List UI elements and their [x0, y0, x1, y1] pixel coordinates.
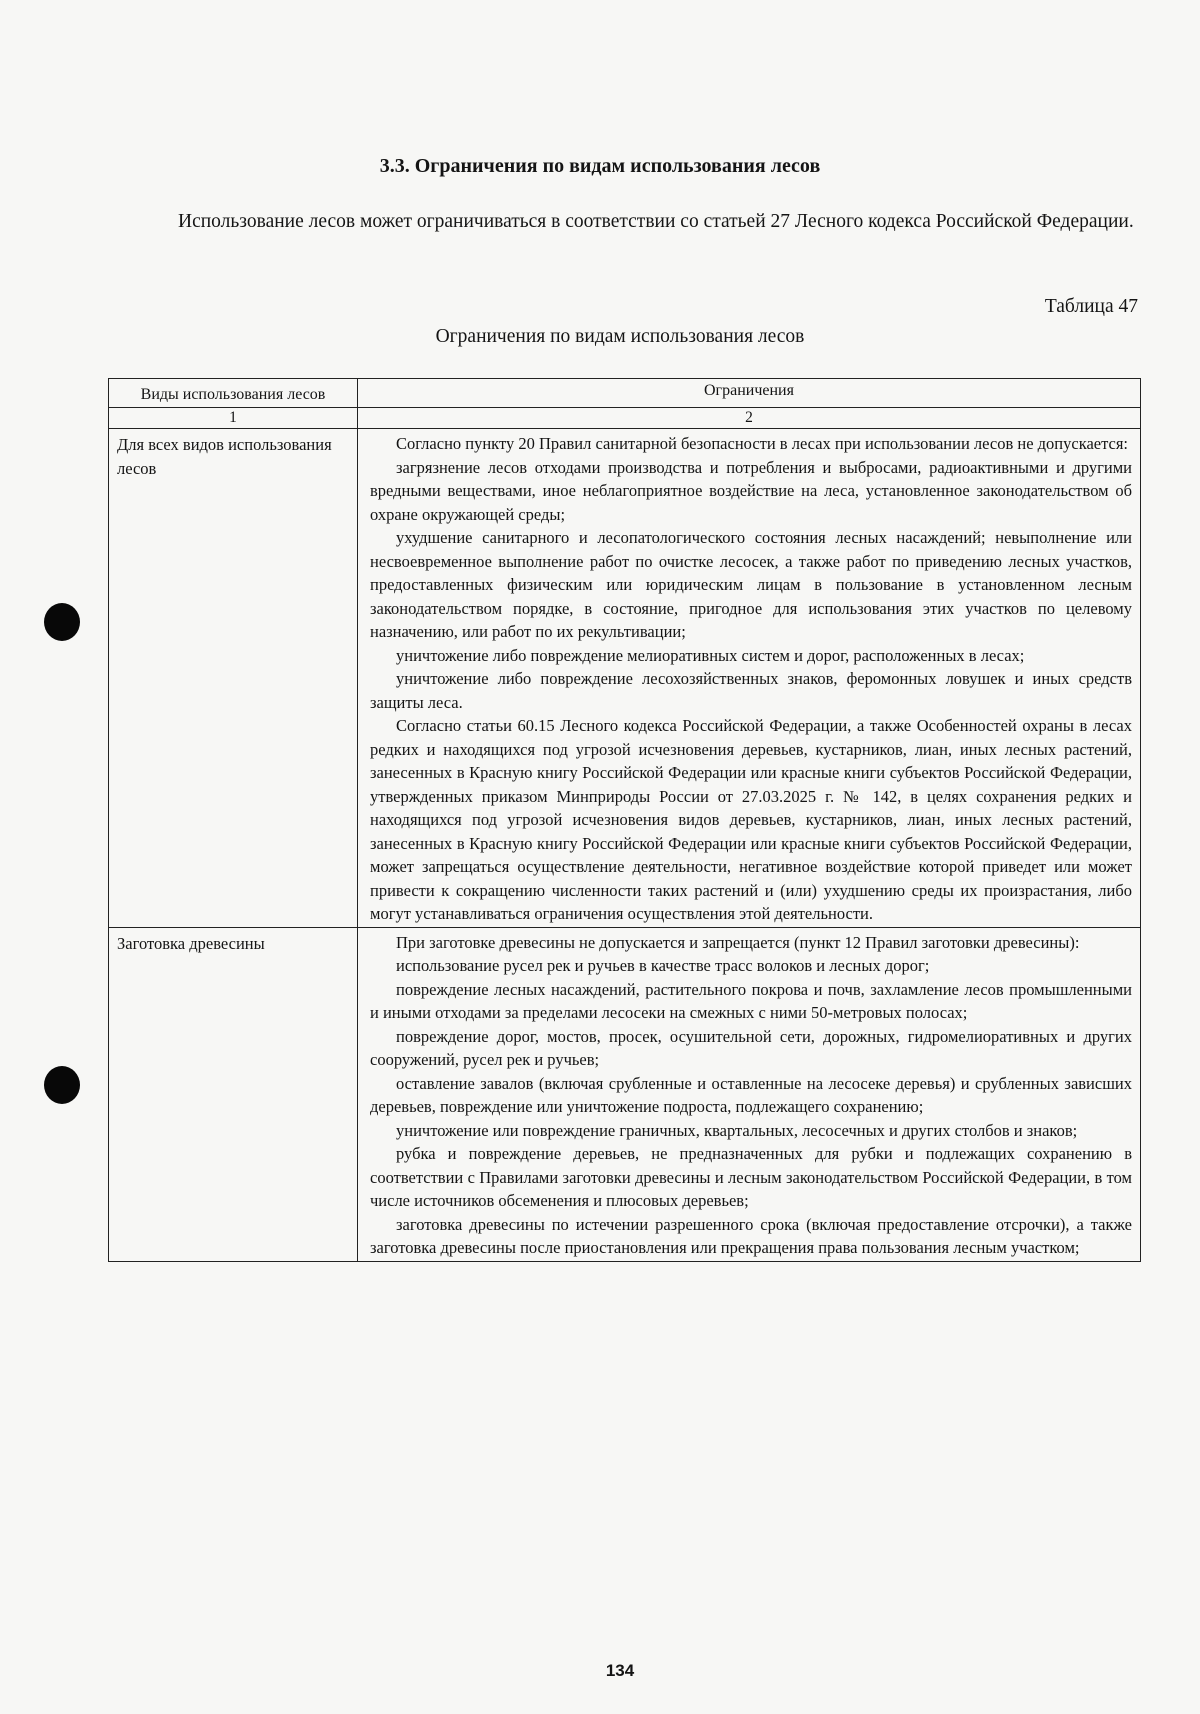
restrictions-cell	[358, 927, 1141, 1261]
restriction-paragraph: рубка и повреждение деревьев, не предназначенных для рубки и подлежащих сохранению в соответствии с Правилами заготовки древесины и лесным законодательством Российской Федерации, в том числе источников обсеменения и плюсовых деревьев;	[370, 1144, 1132, 1210]
punch-hole-lower	[44, 1066, 80, 1104]
restriction-paragraph: уничтожение или повреждение граничных, квартальных, лесосечных и других столбов и знаков;	[396, 1120, 1078, 1140]
restriction-paragraph: ухудшение санитарного и лесопатологического состояния лесных насаждений; невыполнение или несвоевременное выполнение работ по очистке лесосек, а также работ по приведению лесных участков, предоставленных физическим или юридическим лицам в пользование в установленном лесным законодательством порядке, в состояние, пригодное для использования этих участков по целевому назначению, или работ по их рекультивации;	[370, 528, 1132, 641]
usage-type-cell: Для всех видов использования лесов	[109, 429, 358, 928]
punch-hole-upper	[44, 603, 80, 641]
table-caption: Ограничения по видам использования лесов	[435, 326, 805, 347]
restrictions-table	[108, 378, 1141, 1262]
table-row	[109, 927, 1141, 1261]
restriction-paragraph: повреждение дорог, мостов, просек, осушительной сети, дорожных, гидромелиоративных и других сооружений, русел рек и ручьев;	[370, 1026, 1132, 1069]
restriction-paragraph: уничтожение либо повреждение лесохозяйственных знаков, феромонных ловушек и иных средств защиты леса.	[370, 669, 1132, 712]
restriction-paragraph: При заготовке древесины не допускается и запрещается (пункт 12 Правил заготовки древесины):	[396, 932, 1080, 952]
section-heading: 3.3. Ограничения по видам использования лесов	[379, 155, 821, 177]
restriction-paragraph: повреждение лесных насаждений, растительного покрова и почв, захламление лесов промышленными и иными отходами за пределами лесосеки на смежных с ними 50-метровых полосах;	[370, 979, 1132, 1022]
restriction-paragraph: Согласно статьи 60.15 Лесного кодекса Российской Федерации, а также Особенностей охраны в лесах редких и находящихся под угрозой исчезновения деревьев, кустарников, лиан, иных лесных растений, занесенных в Красную книгу Российской Федерации или красные книги субъектов Российской Федерации, утвержденных приказом Минприроды России от 27.03.2025 г. № 142, в целях сохранения редких и находящихся под угрозой исчезновения видов деревьев, кустарников, лиан, иных лесных растений, занесенных в Красную книгу Российской Федерации или красные книги субъектов Российской Федерации, может запрещаться осуществление деятельности, негативное воздействие которой приведет или может привести к сокращению численности таких растений и (или) ухудшению среды их произрастания, либо могут устанавливаться ограничения осуществления этой деятельности.	[370, 716, 1132, 923]
intro-paragraph: Использование лесов может ограничиваться в соответствии со статьей 27 Лесного кодекса Российской Федерации.	[178, 211, 1134, 232]
table-row	[109, 429, 1141, 928]
restriction-paragraph: заготовка древесины по истечении разрешенного срока (включая предоставление отсрочки), а также заготовка древесины после приостановления или прекращения права пользования лесным участком;	[370, 1214, 1132, 1257]
restrictions-cell	[358, 429, 1141, 928]
header-usage-type: Виды использования лесов	[109, 379, 358, 408]
restriction-paragraph: уничтожение либо повреждение мелиоративных систем и дорог, расположенных в лесах;	[396, 645, 1025, 665]
restriction-paragraph: Согласно пункту 20 Правил санитарной безопасности в лесах при использовании лесов не допускается:	[396, 434, 1129, 453]
header-restrictions: Ограничения	[358, 379, 1141, 408]
column-number-2: 2	[358, 408, 1141, 429]
column-number-row	[109, 408, 1141, 429]
table-number: Таблица 47	[1044, 296, 1138, 317]
column-number-1: 1	[109, 408, 358, 429]
restriction-paragraph: оставление завалов (включая срубленные и оставленные на лесосеке деревья) и срубленных зависших деревьев, повреждение или уничтожение подроста, подлежащего сохранению;	[370, 1073, 1132, 1116]
restriction-paragraph: использование русел рек и ручьев в качестве трасс волоков и лесных дорог;	[396, 956, 930, 975]
usage-type-cell: Заготовка древесины	[109, 927, 358, 1261]
table-header-row	[109, 379, 1141, 408]
page-number: 134	[605, 1661, 635, 1680]
restriction-paragraph: загрязнение лесов отходами производства и потребления и выбросами, радиоактивными и другими вредными веществами, иное неблагоприятное воздействие на леса, установленное законодательством об охране окружающей среды;	[370, 457, 1132, 524]
